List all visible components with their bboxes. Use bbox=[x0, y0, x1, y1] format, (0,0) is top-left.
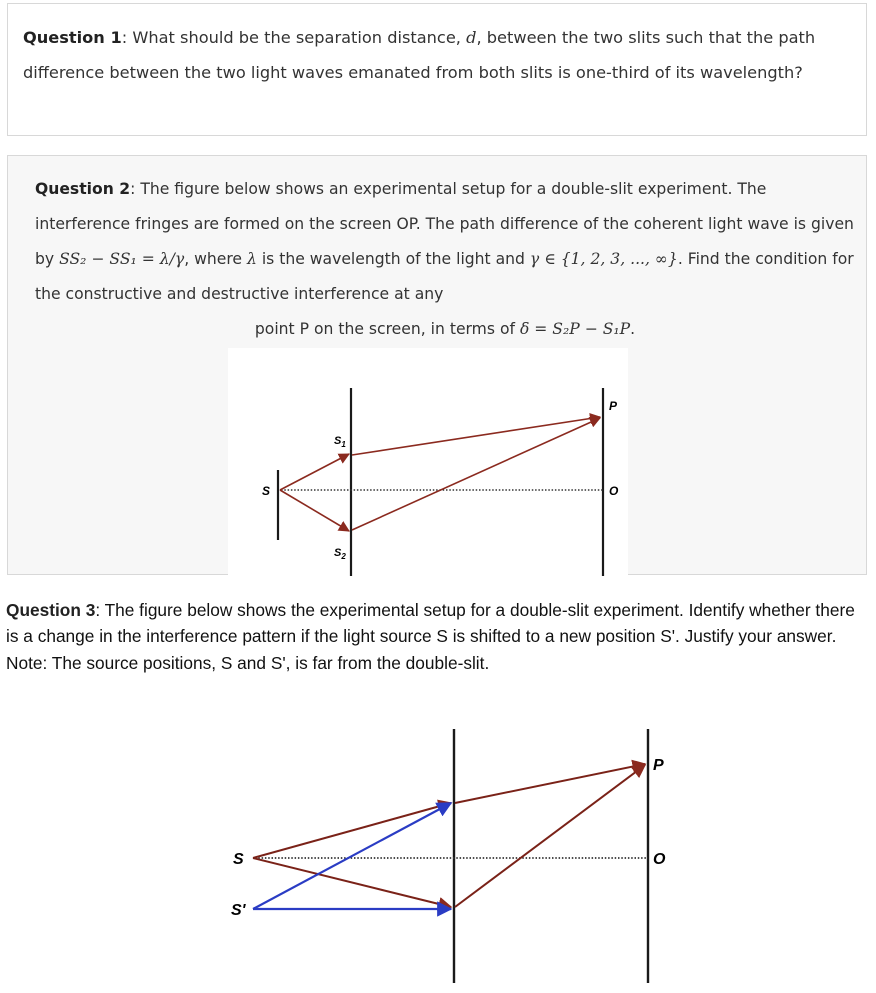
double-slit-figure-2 bbox=[193, 715, 685, 990]
ray-s-to-slit1 bbox=[253, 803, 451, 858]
equation-delta: δ = S₂P − S₁P bbox=[519, 320, 631, 338]
ray-s-to-s2 bbox=[280, 490, 349, 531]
label-p: P bbox=[609, 399, 618, 413]
question-2-card bbox=[7, 155, 867, 575]
question-2-text-b: , where bbox=[184, 250, 247, 268]
ray-slit2-to-p bbox=[455, 765, 645, 907]
question-1-text bbox=[23, 20, 858, 90]
label-s: S bbox=[262, 484, 271, 498]
equation-path-difference: SS₂ − SS₁ = λ/γ bbox=[59, 250, 185, 268]
question-2-text-a: : The figure below shows an experimental setup for a double-slit experiment. The interference fringes are formed on the screen OP. The path difference of the coherent light wave is given by bbox=[35, 180, 854, 268]
ray-s-to-s1 bbox=[280, 454, 349, 490]
ray-s-to-slit2 bbox=[253, 858, 451, 907]
question-1-card bbox=[7, 3, 867, 136]
question-2-centered-line bbox=[35, 312, 855, 347]
label-s: S bbox=[233, 851, 244, 868]
label-s2: $S_2$ bbox=[334, 547, 346, 561]
question-3-label: Question 3 bbox=[6, 600, 96, 620]
double-slit-figure-1 bbox=[228, 348, 628, 576]
ray-s1-to-p bbox=[352, 417, 600, 455]
label-o: O bbox=[609, 484, 619, 498]
symbol-lambda: λ bbox=[246, 250, 257, 268]
set-gamma: γ ∈ {1, 2, 3, ..., ∞} bbox=[529, 250, 678, 268]
label-o: O bbox=[653, 851, 666, 868]
question-3-body: : The figure below shows the experimental setup for a double-slit experiment. Identify whether there is a change in the interference pattern if the light source S is shifted to a new position S'. Justify your answer. Note: The source positions, S and S', is far from the double-slit. bbox=[6, 600, 855, 673]
label-p: P bbox=[653, 757, 664, 774]
question-1-text-a: : What should be the separation distance, bbox=[121, 28, 467, 47]
label-s-prime: S' bbox=[231, 902, 246, 919]
ray-sprime-to-slit1 bbox=[253, 803, 451, 909]
question-2-label: Question 2 bbox=[35, 180, 131, 198]
ray-s2-to-p bbox=[352, 418, 600, 530]
var-d: d bbox=[466, 28, 477, 47]
question-1-label: Question 1 bbox=[23, 28, 122, 47]
question-1-text-b: , between the two slits such that the path difference between the two light waves emanated from both slits is one-third of its wavelength? bbox=[23, 28, 816, 82]
question-3-text bbox=[6, 597, 872, 676]
question-2-text-f: . bbox=[630, 320, 636, 338]
question-2-text-d: . Find the condition for the constructive and destructive interference at any bbox=[35, 250, 854, 303]
question-2-text-e: point P on the screen, in terms of bbox=[254, 320, 520, 338]
question-2-text-c: is the wavelength of the light and bbox=[256, 250, 530, 268]
question-3-block bbox=[6, 597, 872, 676]
label-s1: $S_1$ bbox=[334, 435, 346, 449]
ray-slit1-to-p bbox=[455, 764, 645, 803]
question-2-text bbox=[35, 172, 855, 347]
